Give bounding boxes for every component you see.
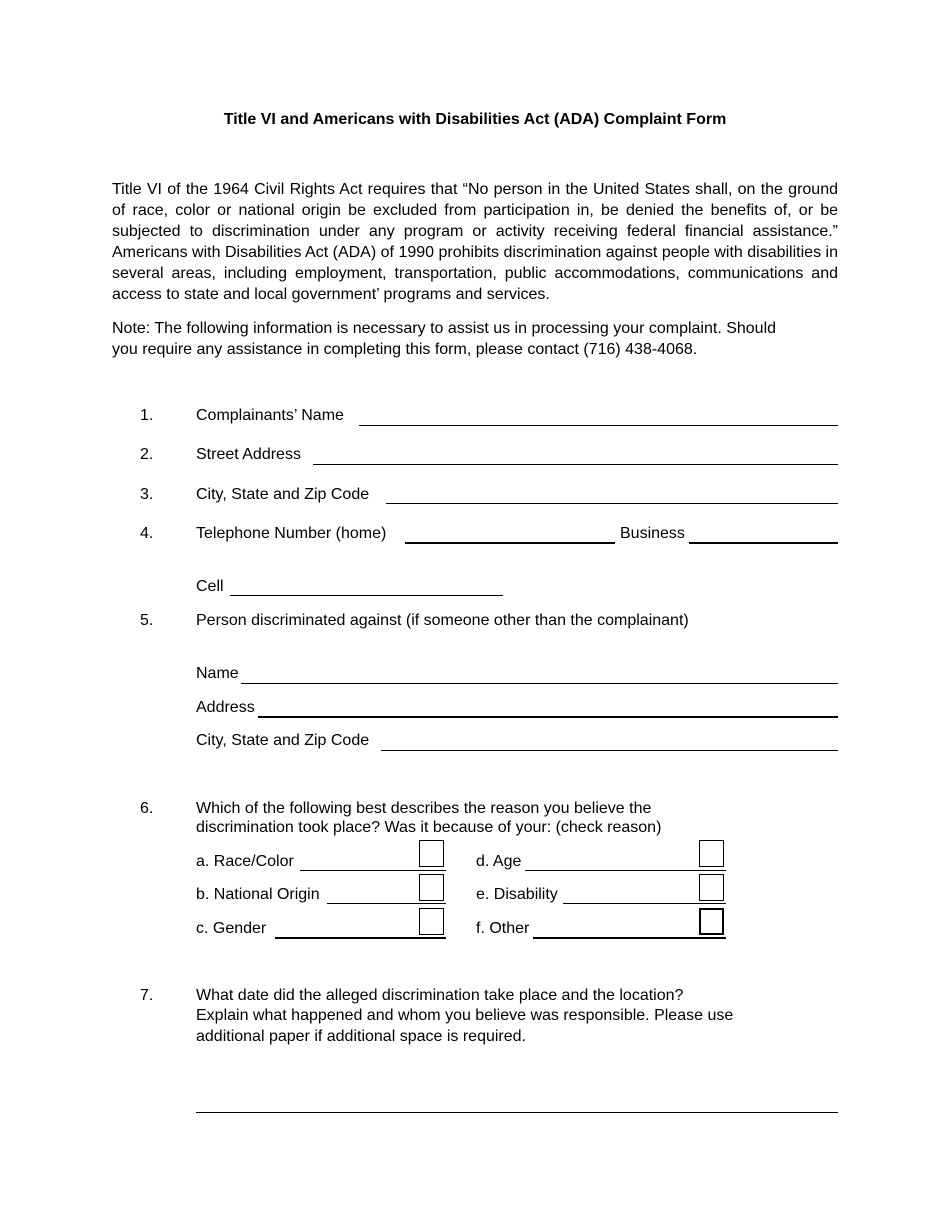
reason-age-label: d. Age — [476, 853, 522, 870]
note-paragraph — [112, 318, 852, 360]
reason-other-field[interactable] — [533, 937, 726, 939]
telephone-home-field[interactable] — [405, 542, 615, 544]
reason-other-label: f. Other — [476, 920, 530, 937]
reason-race-color-field[interactable] — [300, 870, 446, 871]
reason-question-line-2: discrimination took place? Was it because of your: (check reason) — [196, 819, 662, 836]
telephone-cell-label: Cell — [196, 578, 224, 595]
item-number-4: 4. — [140, 525, 154, 542]
telephone-cell-field[interactable] — [230, 595, 503, 596]
item-number-6: 6. — [140, 800, 154, 817]
item-number-1: 1. — [140, 407, 154, 424]
telephone-business-field[interactable] — [689, 542, 838, 544]
item-number-5: 5. — [140, 612, 154, 629]
reason-national-origin-label: b. National Origin — [196, 886, 320, 903]
telephone-business-label: Business — [620, 525, 685, 542]
person-address-label: Address — [196, 699, 255, 716]
street-address-field[interactable] — [313, 464, 838, 465]
reason-disability-checkbox[interactable] — [699, 874, 724, 901]
reason-other-checkbox[interactable] — [699, 908, 724, 935]
street-address-label: Street Address — [196, 446, 301, 463]
complainant-name-label: Complainants’ Name — [196, 407, 344, 424]
person-name-label: Name — [196, 665, 239, 682]
reason-gender-checkbox[interactable] — [419, 908, 444, 935]
reason-gender-label: c. Gender — [196, 920, 267, 937]
note-line-1: Note: The following information is necessary to assist us in processing your complaint. Should — [112, 320, 777, 337]
reason-disability-label: e. Disability — [476, 886, 558, 903]
complainant-name-field[interactable] — [359, 425, 838, 426]
item-number-7: 7. — [140, 987, 154, 1004]
explanation-question-line-3: additional paper if additional space is required. — [196, 1028, 526, 1045]
reason-race-color-label: a. Race/Color — [196, 853, 294, 870]
item-number-3: 3. — [140, 486, 154, 503]
reason-national-origin-checkbox[interactable] — [419, 874, 444, 901]
city-state-zip-label: City, State and Zip Code — [196, 486, 370, 503]
explanation-question-line-2: Explain what happened and whom you believe was responsible. Please use — [196, 1007, 734, 1024]
item-number-2: 2. — [140, 446, 154, 463]
reason-race-color-checkbox[interactable] — [419, 840, 444, 867]
reason-national-origin-field[interactable] — [327, 903, 446, 904]
note-line-2: you require any assistance in completing this form, please contact (716) 438-4068. — [112, 341, 698, 358]
city-state-zip-field[interactable] — [386, 503, 838, 504]
form-title: Title VI and Americans with Disabilities Act (ADA) Complaint Form — [223, 111, 727, 128]
reason-age-checkbox[interactable] — [699, 840, 724, 867]
person-city-state-zip-field[interactable] — [381, 750, 838, 751]
person-discriminated-label: Person discriminated against (if someone other than the complainant) — [196, 612, 689, 629]
reason-age-field[interactable] — [525, 870, 726, 871]
reason-gender-field[interactable] — [275, 937, 446, 939]
reason-disability-field[interactable] — [563, 903, 726, 904]
person-address-field[interactable] — [258, 716, 838, 718]
person-city-state-zip-label: City, State and Zip Code — [196, 732, 370, 749]
reason-question-line-1: Which of the following best describes the reason you believe the — [196, 800, 652, 817]
explanation-question-line-1: What date did the alleged discrimination take place and the location? — [196, 987, 684, 1004]
person-name-field[interactable] — [241, 683, 838, 684]
explanation-answer-line[interactable] — [196, 1112, 838, 1113]
intro-paragraph: Title VI of the 1964 Civil Rights Act requires that “No person in the United States shall, on the ground of race, color or national origin be excluded from participation in, be denied the benefits of, or be subjected to discrimination under any program or activity receiving federal financial assistance.” Americans with Disabilities Act (ADA) of 1990 prohibits discrimination against people with disabilities in several areas, including employment, transportation, public accommodations, communications and access to state and local government’ programs and services. — [112, 181, 838, 303]
telephone-home-label: Telephone Number (home) — [196, 525, 387, 542]
